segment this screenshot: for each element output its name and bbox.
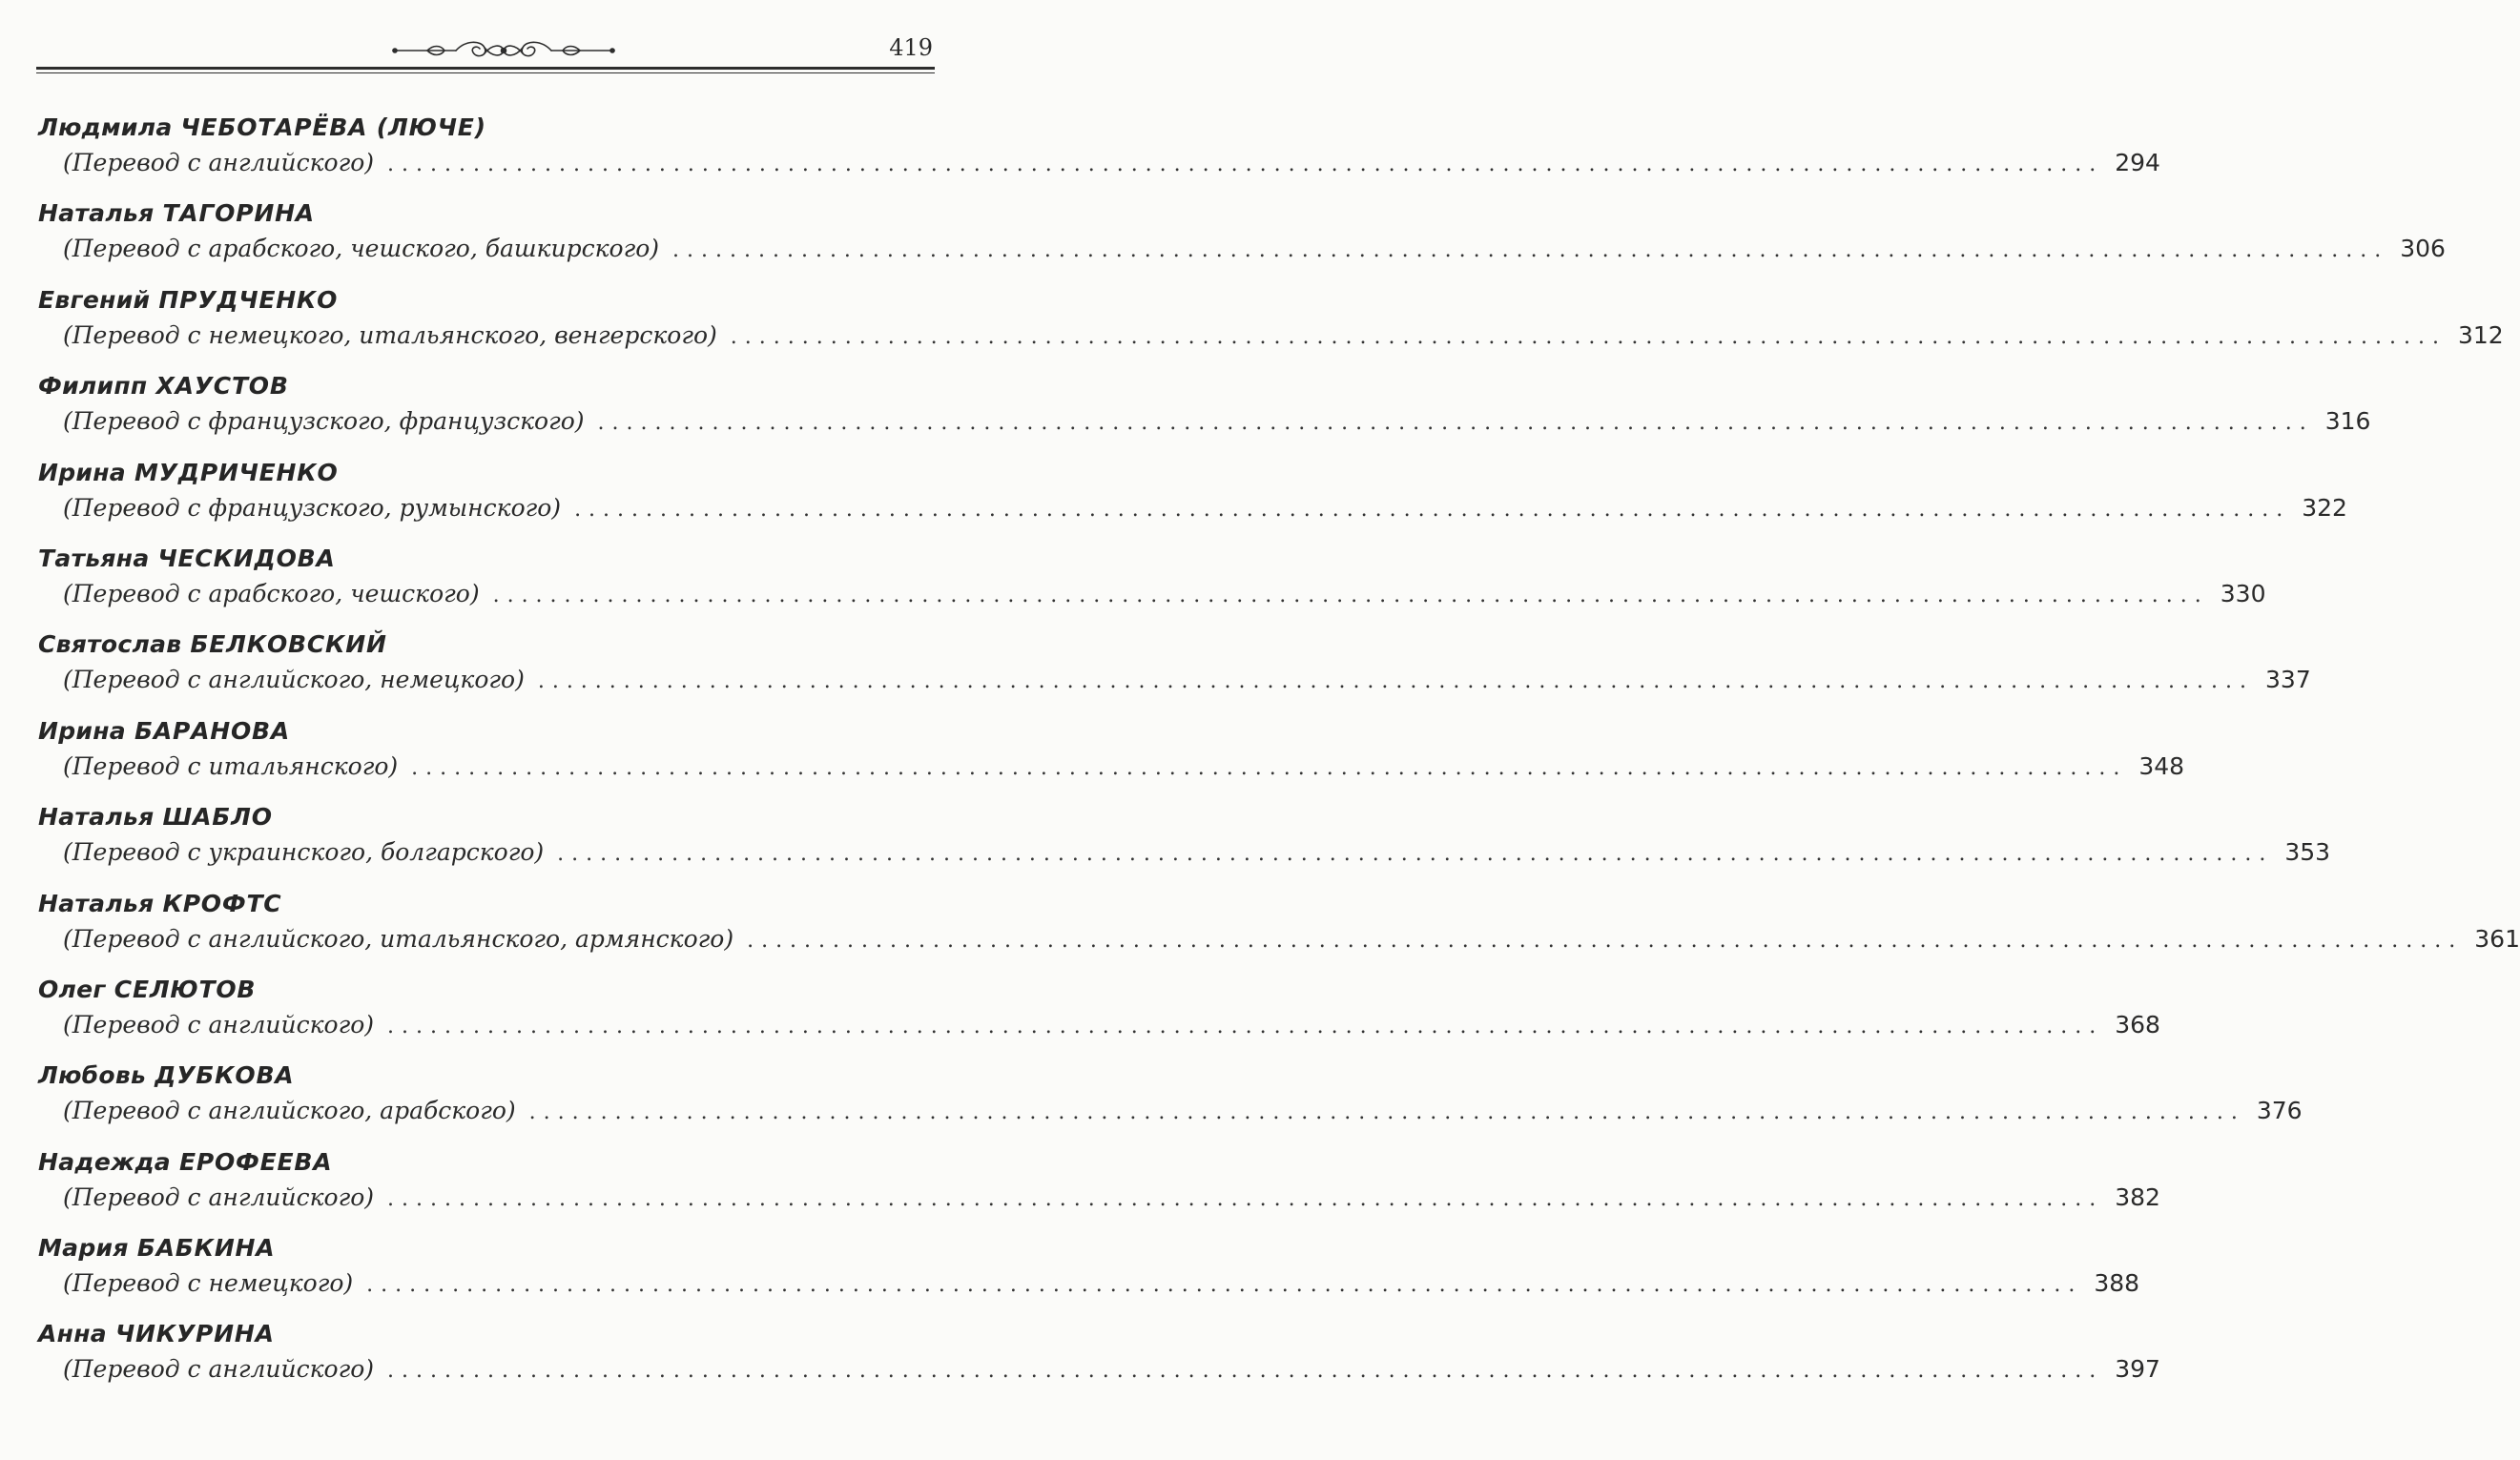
header-rule-thin (36, 72, 935, 73)
toc-entry[interactable] (38, 974, 2160, 1059)
author-name: Ирина БАРАНОВА (38, 716, 291, 745)
page-reference[interactable]: 368 (2115, 1010, 2160, 1038)
toc-entry[interactable] (38, 1318, 2160, 1404)
dot-leader: ........................................................................................................................ (366, 1273, 2083, 1298)
author-name: Людмила ЧЕБОТАРЁВА (ЛЮЧЕ) (38, 113, 486, 141)
translation-note: (Перевод с итальянского) (63, 751, 399, 780)
page-reference[interactable]: 397 (2115, 1355, 2160, 1384)
toc-entry[interactable] (38, 197, 2446, 283)
page-reference[interactable]: 294 (2115, 149, 2160, 176)
translation-note: (Перевод с украинского, болгарского) (63, 838, 545, 867)
dot-leader: ........................................................................................................................ (672, 238, 2389, 263)
author-name: Ирина МУДРИЧЕНКО (38, 458, 339, 486)
author-name: Татьяна ЧЕСКИДОВА (38, 544, 336, 572)
dot-leader: ........................................................................................................................ (387, 1186, 2104, 1211)
translation-note: (Перевод с английского) (63, 1355, 375, 1384)
decorative-flourish-icon (389, 36, 618, 65)
toc-entry[interactable] (38, 284, 2504, 370)
toc-entry[interactable] (38, 1232, 2140, 1318)
toc-entry[interactable] (38, 112, 2160, 197)
translation-note: (Перевод с французского, румынского) (63, 493, 562, 522)
toc-entry[interactable] (38, 888, 2520, 974)
toc-entry[interactable] (38, 801, 2331, 887)
dot-leader: ........................................................................................................................ (537, 669, 2255, 694)
dot-leader: ........................................................................................................................ (387, 153, 2104, 176)
dot-leader: ........................................................................................................................ (492, 583, 2209, 607)
page-reference[interactable]: 316 (2324, 407, 2371, 436)
page-reference[interactable]: 306 (2400, 235, 2446, 263)
translation-note: (Перевод с английского) (63, 149, 375, 176)
dot-leader: ........................................................................................................................ (387, 1014, 2104, 1038)
translation-note: (Перевод с арабского, чешского, башкирского) (63, 235, 660, 263)
author-name: Филипп ХАУСТОВ (38, 372, 289, 401)
toc-entry[interactable] (38, 1146, 2160, 1232)
author-name: Наталья ТАГОРИНА (38, 199, 315, 228)
toc-entry[interactable] (38, 1059, 2303, 1145)
translation-note: (Перевод с немецкого) (63, 1269, 354, 1298)
author-name: Наталья ШАБЛО (38, 803, 273, 832)
page-reference[interactable]: 348 (2138, 751, 2185, 780)
dot-leader: ........................................................................................................................ (557, 842, 2274, 867)
dot-leader: ........................................................................................................................ (730, 324, 2447, 349)
dot-leader: ........................................................................................................................ (574, 497, 2291, 522)
header-rule-thick (36, 67, 935, 70)
translation-note: (Перевод с английского, немецкого) (63, 666, 525, 694)
toc-entry[interactable] (38, 370, 2371, 456)
dot-leader: ........................................................................................................................ (528, 1100, 2245, 1125)
author-name: Святослав БЕЛКОВСКИЙ (38, 630, 387, 659)
page-number: 419 (889, 34, 933, 61)
dot-leader: ........................................................................................................................ (597, 411, 2314, 436)
page-reference[interactable]: 330 (2220, 579, 2266, 607)
dot-leader: ........................................................................................................................ (387, 1359, 2104, 1384)
page-reference[interactable]: 382 (2115, 1182, 2160, 1211)
author-name: Евгений ПРУДЧЕНКО (38, 285, 339, 314)
author-name: Анна ЧИКУРИНА (38, 1320, 275, 1348)
translation-note: (Перевод с английского, арабского) (63, 1097, 516, 1125)
dot-leader: ........................................................................................................................ (411, 755, 2128, 780)
page-header (36, 27, 935, 74)
table-of-contents (38, 112, 2520, 1405)
author-name: Любовь ДУБКОВА (38, 1061, 295, 1090)
page-reference[interactable]: 361 (2474, 924, 2520, 953)
translation-note: (Перевод с английского) (63, 1010, 375, 1038)
page-reference[interactable]: 388 (2094, 1269, 2140, 1298)
page-reference[interactable]: 376 (2256, 1097, 2303, 1125)
author-name: Олег СЕЛЮТОВ (38, 975, 257, 1003)
page-reference[interactable]: 353 (2284, 838, 2331, 867)
dot-leader: ........................................................................................................................ (747, 928, 2464, 953)
translation-note: (Перевод с немецкого, итальянского, венгерского) (63, 320, 717, 349)
author-name: Надежда ЕРОФЕЕВА (38, 1147, 333, 1176)
translation-note: (Перевод с французского, французского) (63, 407, 585, 436)
author-name: Мария БАБКИНА (38, 1234, 276, 1263)
page-reference[interactable]: 322 (2302, 493, 2347, 522)
page-reference[interactable]: 312 (2457, 320, 2504, 349)
translation-note: (Перевод с английского) (63, 1182, 375, 1211)
toc-entry[interactable] (38, 715, 2185, 801)
toc-entry[interactable] (38, 628, 2311, 714)
page-reference[interactable]: 337 (2265, 666, 2311, 694)
translation-note: (Перевод с арабского, чешского) (63, 579, 480, 607)
toc-entry[interactable] (38, 457, 2347, 543)
author-name: Наталья КРОФТС (38, 889, 282, 917)
toc-entry[interactable] (38, 543, 2266, 628)
translation-note: (Перевод с английского, итальянского, армянского) (63, 924, 734, 953)
